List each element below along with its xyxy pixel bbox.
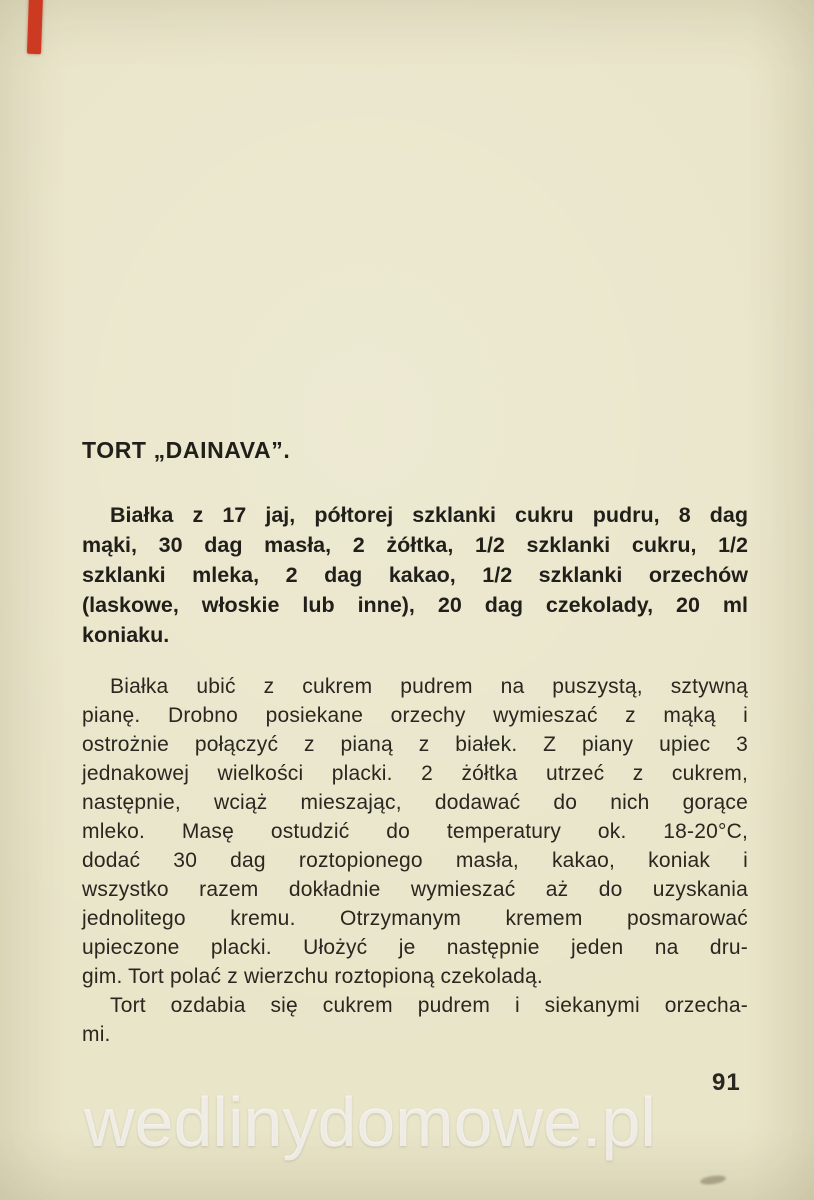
ingredients-paragraph [82, 500, 748, 650]
method-paragraph [82, 672, 748, 991]
text-line: mi. [82, 1023, 111, 1046]
text-line: pianę. Drobno posiekane orzechy wymieszać z mąką i [82, 704, 748, 727]
text-line: następnie, wciąż mieszając, dodawać do nich gorące [82, 791, 748, 814]
text-line: jednakowej wielkości placki. 2 żółtka utrzeć z cukrem, [82, 762, 748, 785]
garnish-paragraph [82, 991, 748, 1049]
text-line: jednolitego kremu. Otrzymanym kremem posmarować [82, 907, 748, 930]
text-line: gim. Tort polać z wierzchu roztopioną czekoladą. [82, 965, 543, 988]
text-line: ostrożnie połączyć z pianą z białek. Z piany upiec 3 [82, 733, 748, 756]
text-line: szklanki mleka, 2 dag kakao, 1/2 szklanki orzechów [82, 563, 748, 587]
text-line: koniaku. [82, 623, 170, 647]
recipe-content [82, 437, 748, 1049]
text-line: Tort ozdabia się cukrem pudrem i siekanymi orzecha- [110, 994, 748, 1017]
paper-smudge [700, 1174, 727, 1186]
recipe-title: TORT „DAINAVA”. [82, 437, 291, 463]
page-number: 91 [712, 1069, 741, 1096]
text-line: mąki, 30 dag masła, 2 żółtka, 1/2 szklanki cukru, 1/2 [82, 533, 748, 557]
text-line: Białka z 17 jaj, półtorej szklanki cukru pudru, 8 dag [110, 503, 748, 527]
text-line: wszystko razem dokładnie wymieszać aż do uzyskania [82, 878, 748, 901]
text-line: upieczone placki. Ułożyć je następnie jeden na dru- [82, 936, 748, 959]
text-line: (laskowe, włoskie lub inne), 20 dag czekolady, 20 ml [82, 593, 748, 617]
watermark: wedlinydomowe.pl [84, 1083, 656, 1161]
text-line: dodać 30 dag roztopionego masła, kakao, koniak i [82, 849, 748, 872]
text-line: mleko. Masę ostudzić do temperatury ok. 18-20°C, [82, 820, 748, 843]
red-edge-mark [27, 0, 43, 54]
text-line: Białka ubić z cukrem pudrem na puszystą, sztywną [110, 675, 748, 698]
